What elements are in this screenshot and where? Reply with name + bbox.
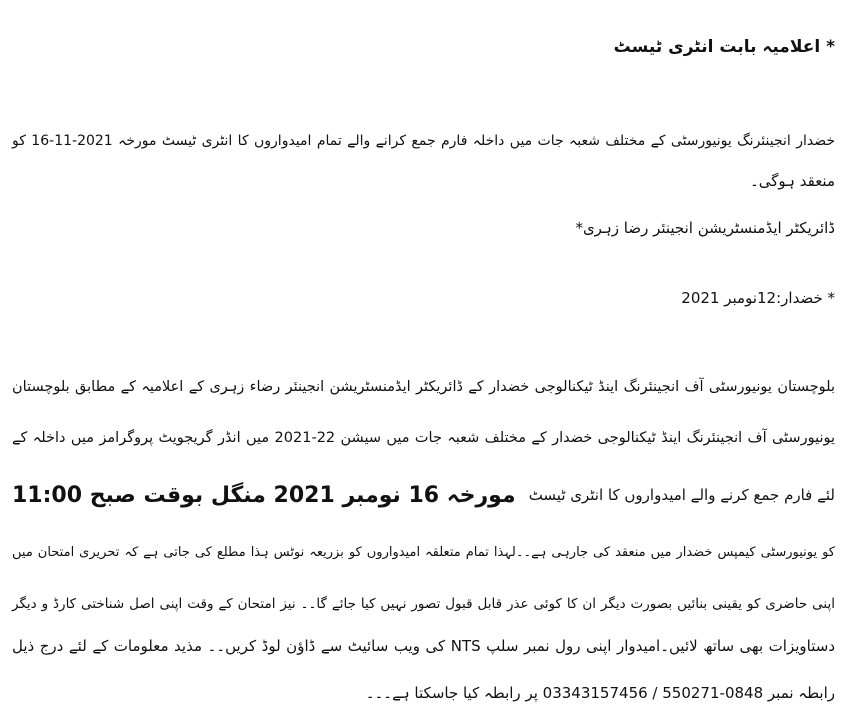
notice-signature: ڈائریکٹر ایڈمنسٹریشن انجینئر رضا زہری* — [575, 219, 835, 237]
body-line: اپنی حاضری کو یقینی بنائیں بصورت دیگر ان کا کوئی عذر قابل قبول تصور نہیں کیا جائے گا۔۔ نیز امتحان کے وقت اپنی اصل شناختی کارڈ و دیگر — [12, 596, 835, 612]
body-line: دستاویزات بھی ساتھ لائیں۔امیدوار اپنی رول نمبر سلپ NTS کی ویب سائیٹ سے ڈاؤن لوڈ کریں۔۔ مذید معلومات کے لئے درج ذیل — [12, 637, 836, 655]
body-line-lead: لئے فارم جمع کرنے والے امیدواروں کا انٹری ٹیسٹ — [528, 486, 835, 504]
notice-dateline: * خضدار:12نومبر 2021 — [681, 289, 835, 307]
notice-paragraph-line: خضدار انجینئرنگ یونیورسٹی کے مختلف شعبہ جات میں داخلہ فارم جمع کرانے والے تمام امیدواروں کا انٹری ٹیسٹ مورخہ 2021-11-16 کو — [12, 133, 835, 149]
body-line: یونیورسٹی آف انجینئرنگ اینڈ ٹیکنالوجی خضدار کے مختلف شعبہ جات میں سیشن 22-2021 میں انڈر گریجویٹ پروگرامز میں داخلہ کے — [12, 430, 836, 446]
entry-test-date-emphasis: مورخہ 16 نومبر 2021 منگل بوقت صبح 11:00 — [12, 482, 516, 508]
entry-test-date-line — [12, 472, 835, 518]
contact-line: رابطہ نمبر 0848-550271 / 03343157456 پر رابطہ کیا جاسکتا ہے۔۔۔ — [365, 684, 835, 702]
notice-heading: * اعلامیہ بابت انٹری ٹیسٹ — [613, 37, 835, 57]
body-line: کو یونیورسٹی کیمپس خضدار میں منعقد کی جارہی ہے۔۔لہذا تمام متعلقہ امیدواروں کو بزریعہ نوٹس ہذا مطلع کی جاتی ہے کہ تحریری امتحان میں — [12, 545, 835, 560]
body-line: بلوچستان یونیورسٹی آف انجینئرنگ اینڈ ٹیکنالوجی خضدار کے ڈائریکٹر ایڈمنسٹریشن انجینئر رضاء زہری کے اعلامیہ کے مطابق بلوچستان — [12, 379, 835, 395]
notice-paragraph-line: منعقد ہوگی۔ — [750, 172, 835, 190]
